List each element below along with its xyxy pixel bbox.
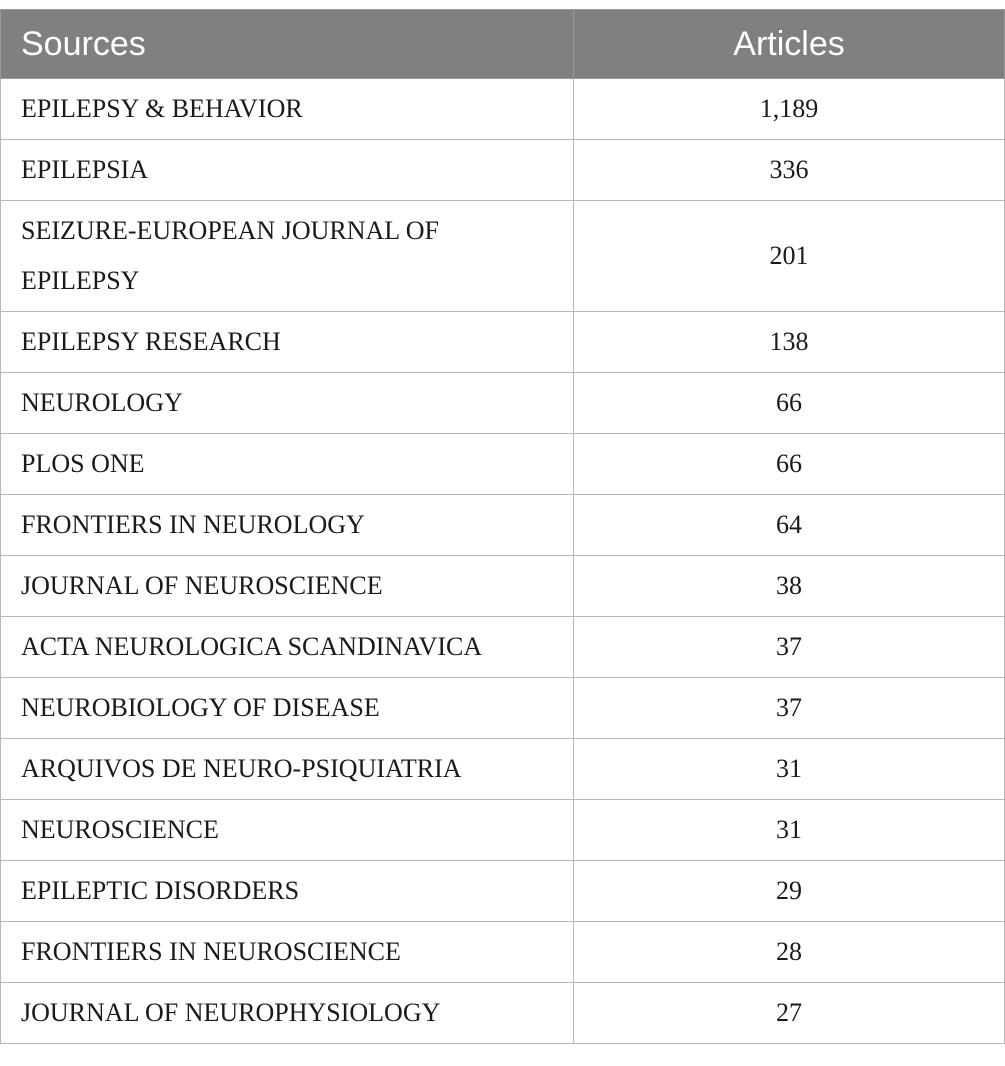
source-cell: EPILEPSY & BEHAVIOR	[1, 79, 574, 140]
source-cell: JOURNAL OF NEUROSCIENCE	[1, 556, 574, 617]
articles-cell: 37	[574, 678, 1005, 739]
table-row	[1, 140, 1005, 201]
table-row	[1, 495, 1005, 556]
table-row	[1, 861, 1005, 922]
table-row	[1, 739, 1005, 800]
table-row	[1, 617, 1005, 678]
articles-cell: 66	[574, 434, 1005, 495]
column-header-articles: Articles	[574, 10, 1005, 79]
source-cell: FRONTIERS IN NEUROLOGY	[1, 495, 574, 556]
table-row	[1, 79, 1005, 140]
articles-cell: 66	[574, 373, 1005, 434]
table-row	[1, 922, 1005, 983]
articles-cell: 37	[574, 617, 1005, 678]
table-row	[1, 800, 1005, 861]
table-body	[1, 79, 1005, 1044]
source-cell: ARQUIVOS DE NEURO-PSIQUIATRIA	[1, 739, 574, 800]
source-cell: EPILEPSIA	[1, 140, 574, 201]
source-cell: NEUROLOGY	[1, 373, 574, 434]
source-cell: NEUROBIOLOGY OF DISEASE	[1, 678, 574, 739]
articles-cell: 38	[574, 556, 1005, 617]
sources-table-container	[0, 9, 1004, 1044]
sources-table	[0, 9, 1005, 1044]
source-cell: JOURNAL OF NEUROPHYSIOLOGY	[1, 983, 574, 1044]
source-cell: SEIZURE-EUROPEAN JOURNAL OF EPILEPSY	[1, 201, 574, 312]
source-cell: ACTA NEUROLOGICA SCANDINAVICA	[1, 617, 574, 678]
table-row	[1, 678, 1005, 739]
articles-cell: 64	[574, 495, 1005, 556]
column-header-sources: Sources	[1, 10, 574, 79]
articles-cell: 31	[574, 739, 1005, 800]
table-row	[1, 373, 1005, 434]
table-row	[1, 983, 1005, 1044]
table-row	[1, 434, 1005, 495]
table-header	[1, 10, 1005, 79]
source-cell: EPILEPSY RESEARCH	[1, 312, 574, 373]
source-cell: PLOS ONE	[1, 434, 574, 495]
articles-cell: 29	[574, 861, 1005, 922]
articles-cell: 201	[574, 201, 1005, 312]
articles-cell: 336	[574, 140, 1005, 201]
table-row	[1, 201, 1005, 312]
source-cell: FRONTIERS IN NEUROSCIENCE	[1, 922, 574, 983]
articles-cell: 31	[574, 800, 1005, 861]
articles-cell: 1,189	[574, 79, 1005, 140]
articles-cell: 27	[574, 983, 1005, 1044]
table-row	[1, 312, 1005, 373]
table-row	[1, 556, 1005, 617]
source-cell: NEUROSCIENCE	[1, 800, 574, 861]
source-cell: EPILEPTIC DISORDERS	[1, 861, 574, 922]
articles-cell: 28	[574, 922, 1005, 983]
articles-cell: 138	[574, 312, 1005, 373]
header-row	[1, 10, 1005, 79]
